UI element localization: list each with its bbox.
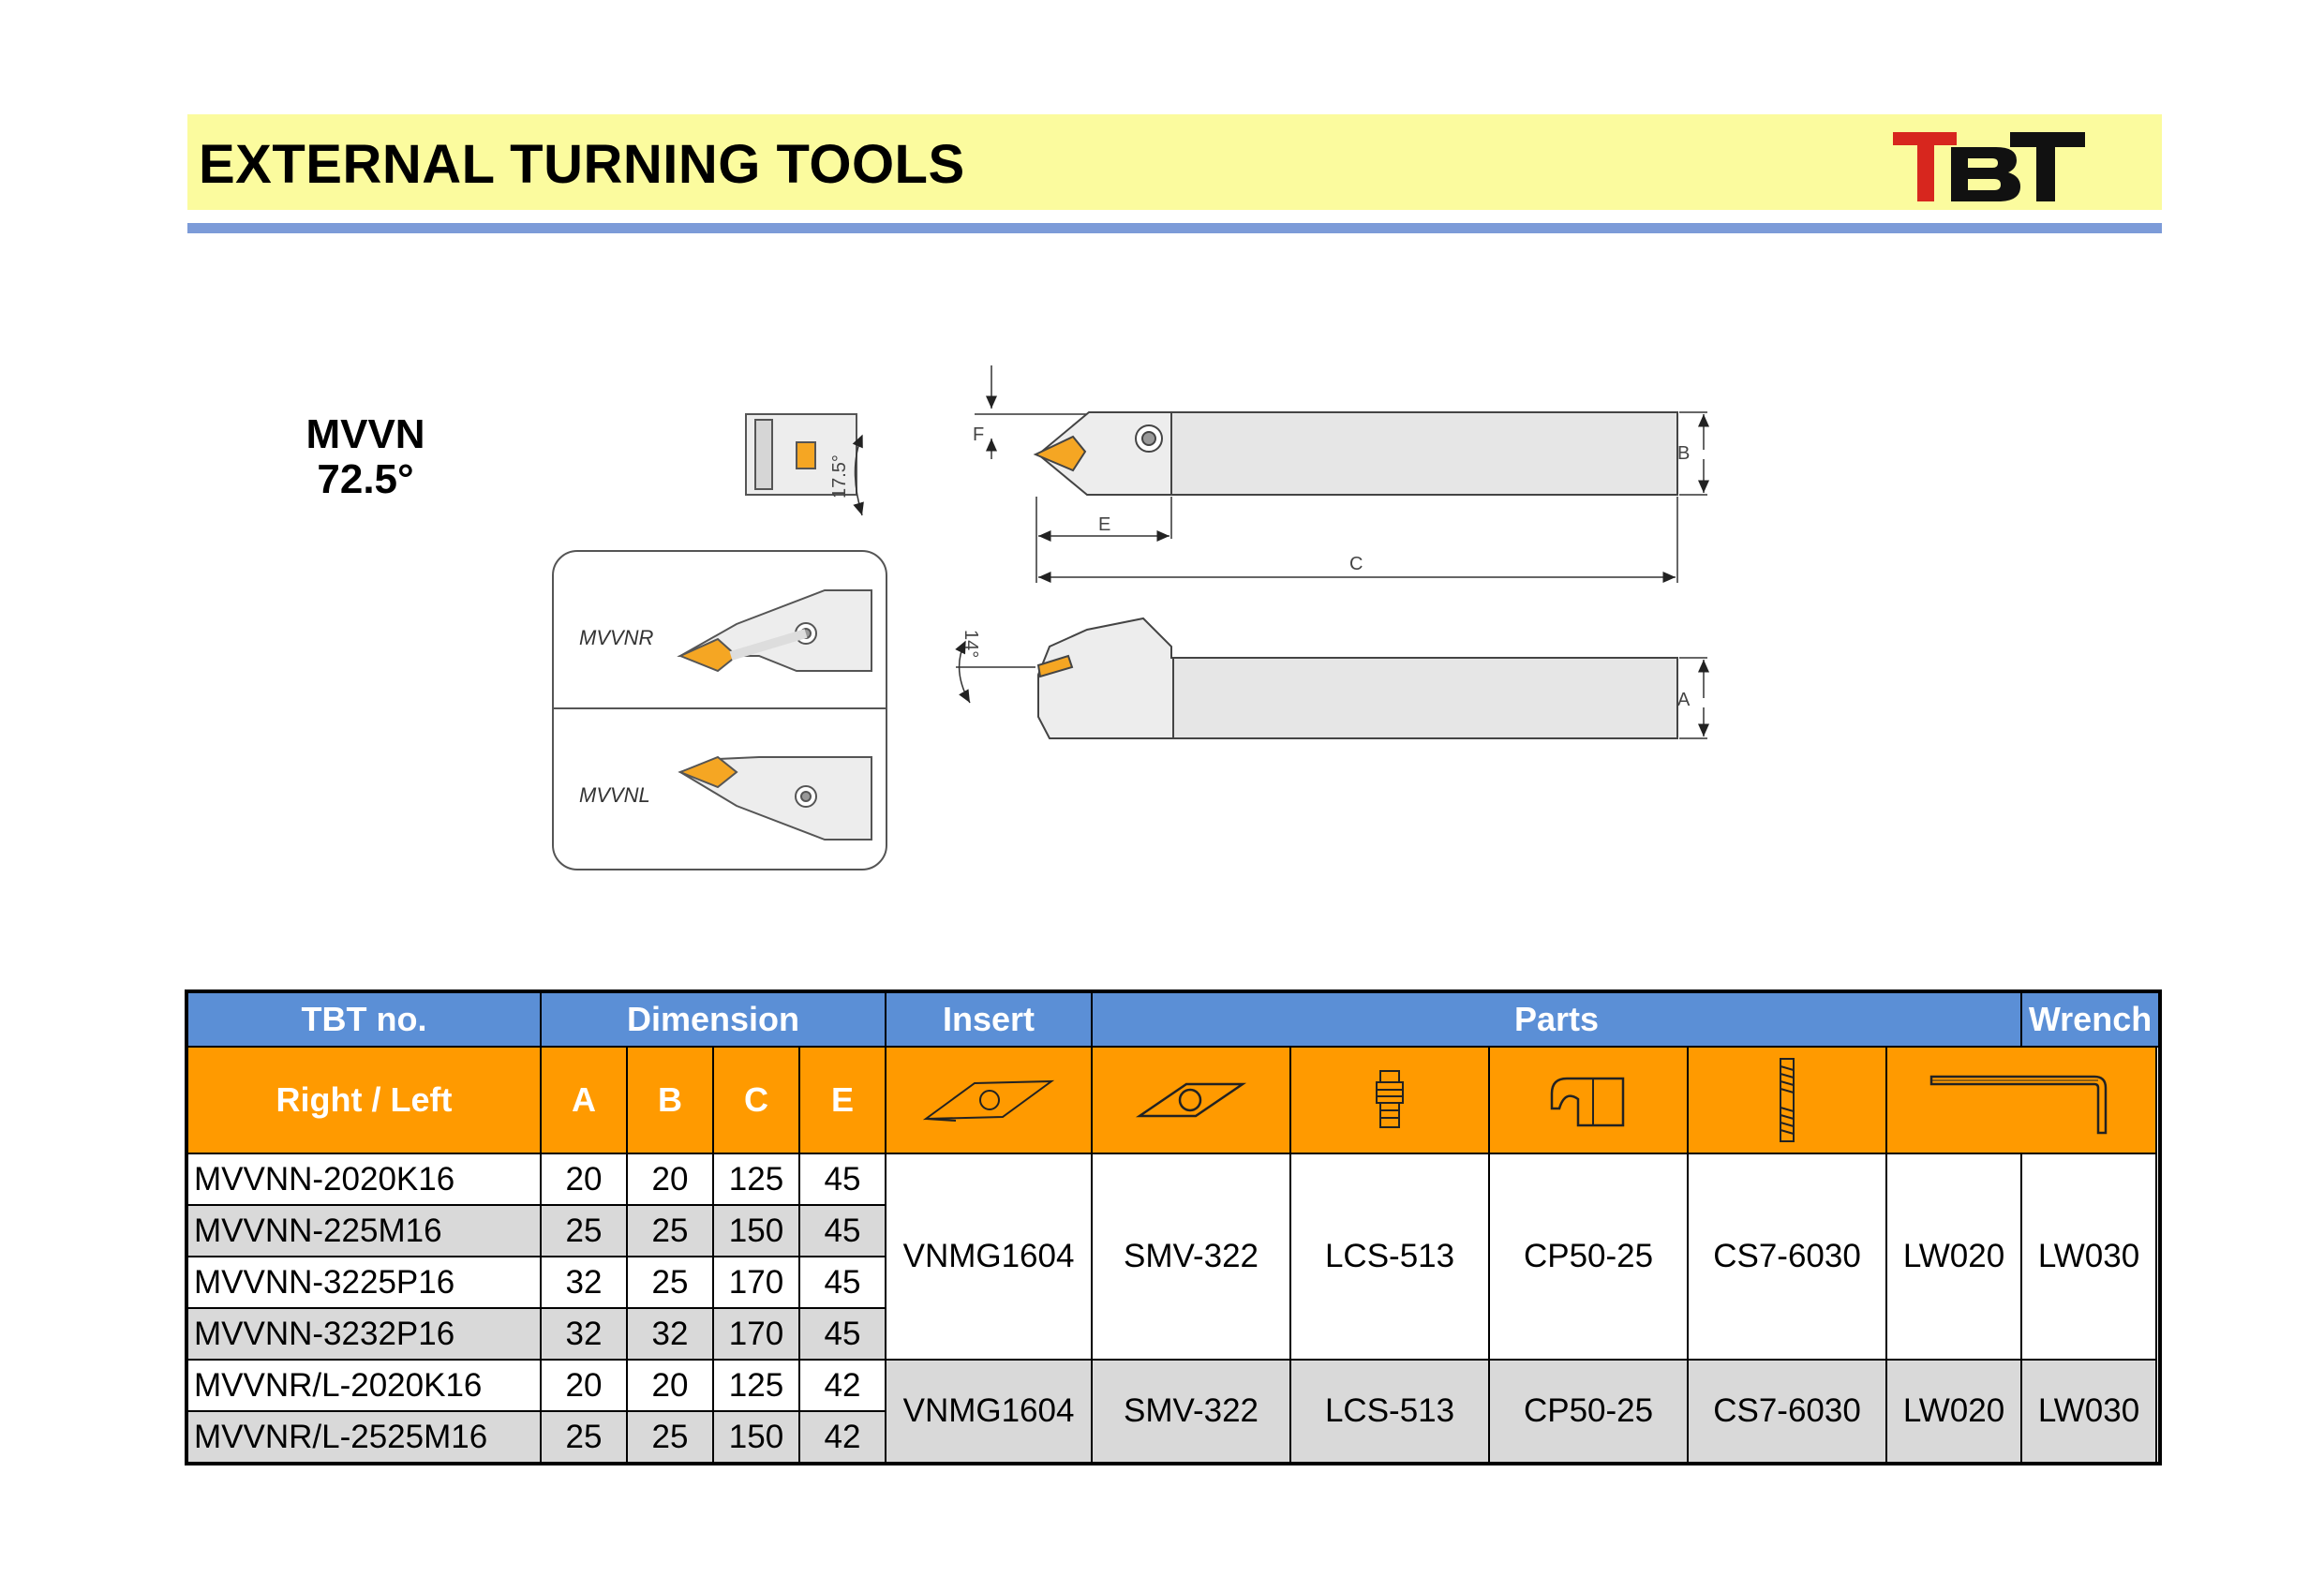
header-dimension: Dimension	[541, 991, 886, 1047]
shim-icon	[1092, 1047, 1290, 1153]
header-stripe	[187, 223, 2162, 233]
dim-a-cell: 25	[541, 1411, 627, 1464]
header-c: C	[713, 1047, 799, 1153]
dim-e-cell: 45	[799, 1308, 886, 1360]
dim-b-cell: 25	[627, 1411, 713, 1464]
dim-b-cell: 25	[627, 1257, 713, 1308]
dim-e-cell: 45	[799, 1257, 886, 1308]
tbt-no-cell: MVVNR/L-2020K16	[186, 1360, 541, 1411]
tool-drawing	[525, 337, 1724, 900]
page-title: EXTERNAL TURNING TOOLS	[199, 134, 965, 195]
dim-b-cell: 32	[627, 1308, 713, 1360]
header-tbt-no: TBT no.	[186, 991, 541, 1047]
shim-cell: SMV-322	[1092, 1360, 1290, 1464]
model-name: MVVN	[305, 411, 425, 457]
variant-l-label: MVVNL	[579, 783, 650, 807]
table-row	[186, 1360, 2160, 1411]
table-row	[186, 1153, 2160, 1205]
wrench1-cell: LW020	[1886, 1360, 2021, 1464]
dim-b-cell: 25	[627, 1205, 713, 1257]
clamp-screw-cell: CS7-6030	[1688, 1360, 1886, 1464]
dim-c-cell: 125	[713, 1360, 799, 1411]
variants-box	[553, 551, 886, 870]
header-band	[187, 114, 2162, 210]
dim-a-cell: 25	[541, 1205, 627, 1257]
clamp-screw-cell: CS7-6030	[1688, 1153, 1886, 1360]
tbt-no-cell: MVVNN-3225P16	[186, 1257, 541, 1308]
clamp-cell: CP50-25	[1489, 1360, 1688, 1464]
angle-top-label: 17.5°	[829, 454, 850, 498]
dim-a-label: A	[1677, 690, 1691, 710]
tbt-no-cell: MVVNN-3232P16	[186, 1308, 541, 1360]
tbt-logo	[1893, 126, 2085, 206]
header-wrench: Wrench	[2021, 991, 2160, 1047]
dim-f-label: F	[973, 424, 985, 445]
header-insert: Insert	[886, 991, 1092, 1047]
dim-e-cell: 42	[799, 1411, 886, 1464]
clamp-icon	[1489, 1047, 1688, 1153]
dim-a-cell: 20	[541, 1153, 627, 1205]
tbt-no-cell: MVVNR/L-2525M16	[186, 1411, 541, 1464]
header-e: E	[799, 1047, 886, 1153]
dim-c-cell: 150	[713, 1205, 799, 1257]
shim-cell: SMV-322	[1092, 1153, 1290, 1360]
angle-side-label: 14°	[961, 630, 981, 659]
wrench1-cell: LW020	[1886, 1153, 2021, 1360]
header-b: B	[627, 1047, 713, 1153]
dim-a-cell: 32	[541, 1308, 627, 1360]
insert-cell: VNMG1604	[886, 1153, 1092, 1360]
shim-screw-cell: LCS-513	[1290, 1360, 1489, 1464]
clamp-screw-icon	[1688, 1047, 1886, 1153]
dim-c-label: C	[1349, 554, 1363, 574]
clamp-cell: CP50-25	[1489, 1153, 1688, 1360]
dim-e-cell: 45	[799, 1205, 886, 1257]
spec-table	[185, 989, 2162, 1465]
header-right-left: Right / Left	[186, 1047, 541, 1153]
variant-r-label: MVVNR	[579, 626, 654, 649]
dim-e-cell: 42	[799, 1360, 886, 1411]
dim-b-cell: 20	[627, 1360, 713, 1411]
dim-c-cell: 150	[713, 1411, 799, 1464]
hex-wrench-icon	[1886, 1047, 2156, 1153]
model-label	[300, 412, 431, 502]
wrench2-cell: LW030	[2021, 1153, 2156, 1360]
header-parts: Parts	[1092, 991, 2021, 1047]
dim-c-cell: 170	[713, 1308, 799, 1360]
dim-e-cell: 45	[799, 1153, 886, 1205]
dim-b-cell: 20	[627, 1153, 713, 1205]
tbt-no-cell: MVVNN-225M16	[186, 1205, 541, 1257]
dim-e-label: E	[1098, 514, 1111, 535]
shim-screw-icon	[1290, 1047, 1489, 1153]
dim-c-cell: 125	[713, 1153, 799, 1205]
dim-c-cell: 170	[713, 1257, 799, 1308]
model-angle: 72.5°	[317, 456, 414, 502]
header-a: A	[541, 1047, 627, 1153]
dim-b-label: B	[1677, 443, 1691, 464]
side-view	[1038, 618, 1677, 738]
dim-a-cell: 32	[541, 1257, 627, 1308]
shim-screw-cell: LCS-513	[1290, 1153, 1489, 1360]
top-view	[1035, 412, 1677, 495]
insert-vnmg-icon	[886, 1047, 1092, 1153]
tbt-no-cell: MVVNN-2020K16	[186, 1153, 541, 1205]
wrench2-cell: LW030	[2021, 1360, 2156, 1464]
dim-a-cell: 20	[541, 1360, 627, 1411]
insert-cell: VNMG1604	[886, 1360, 1092, 1464]
